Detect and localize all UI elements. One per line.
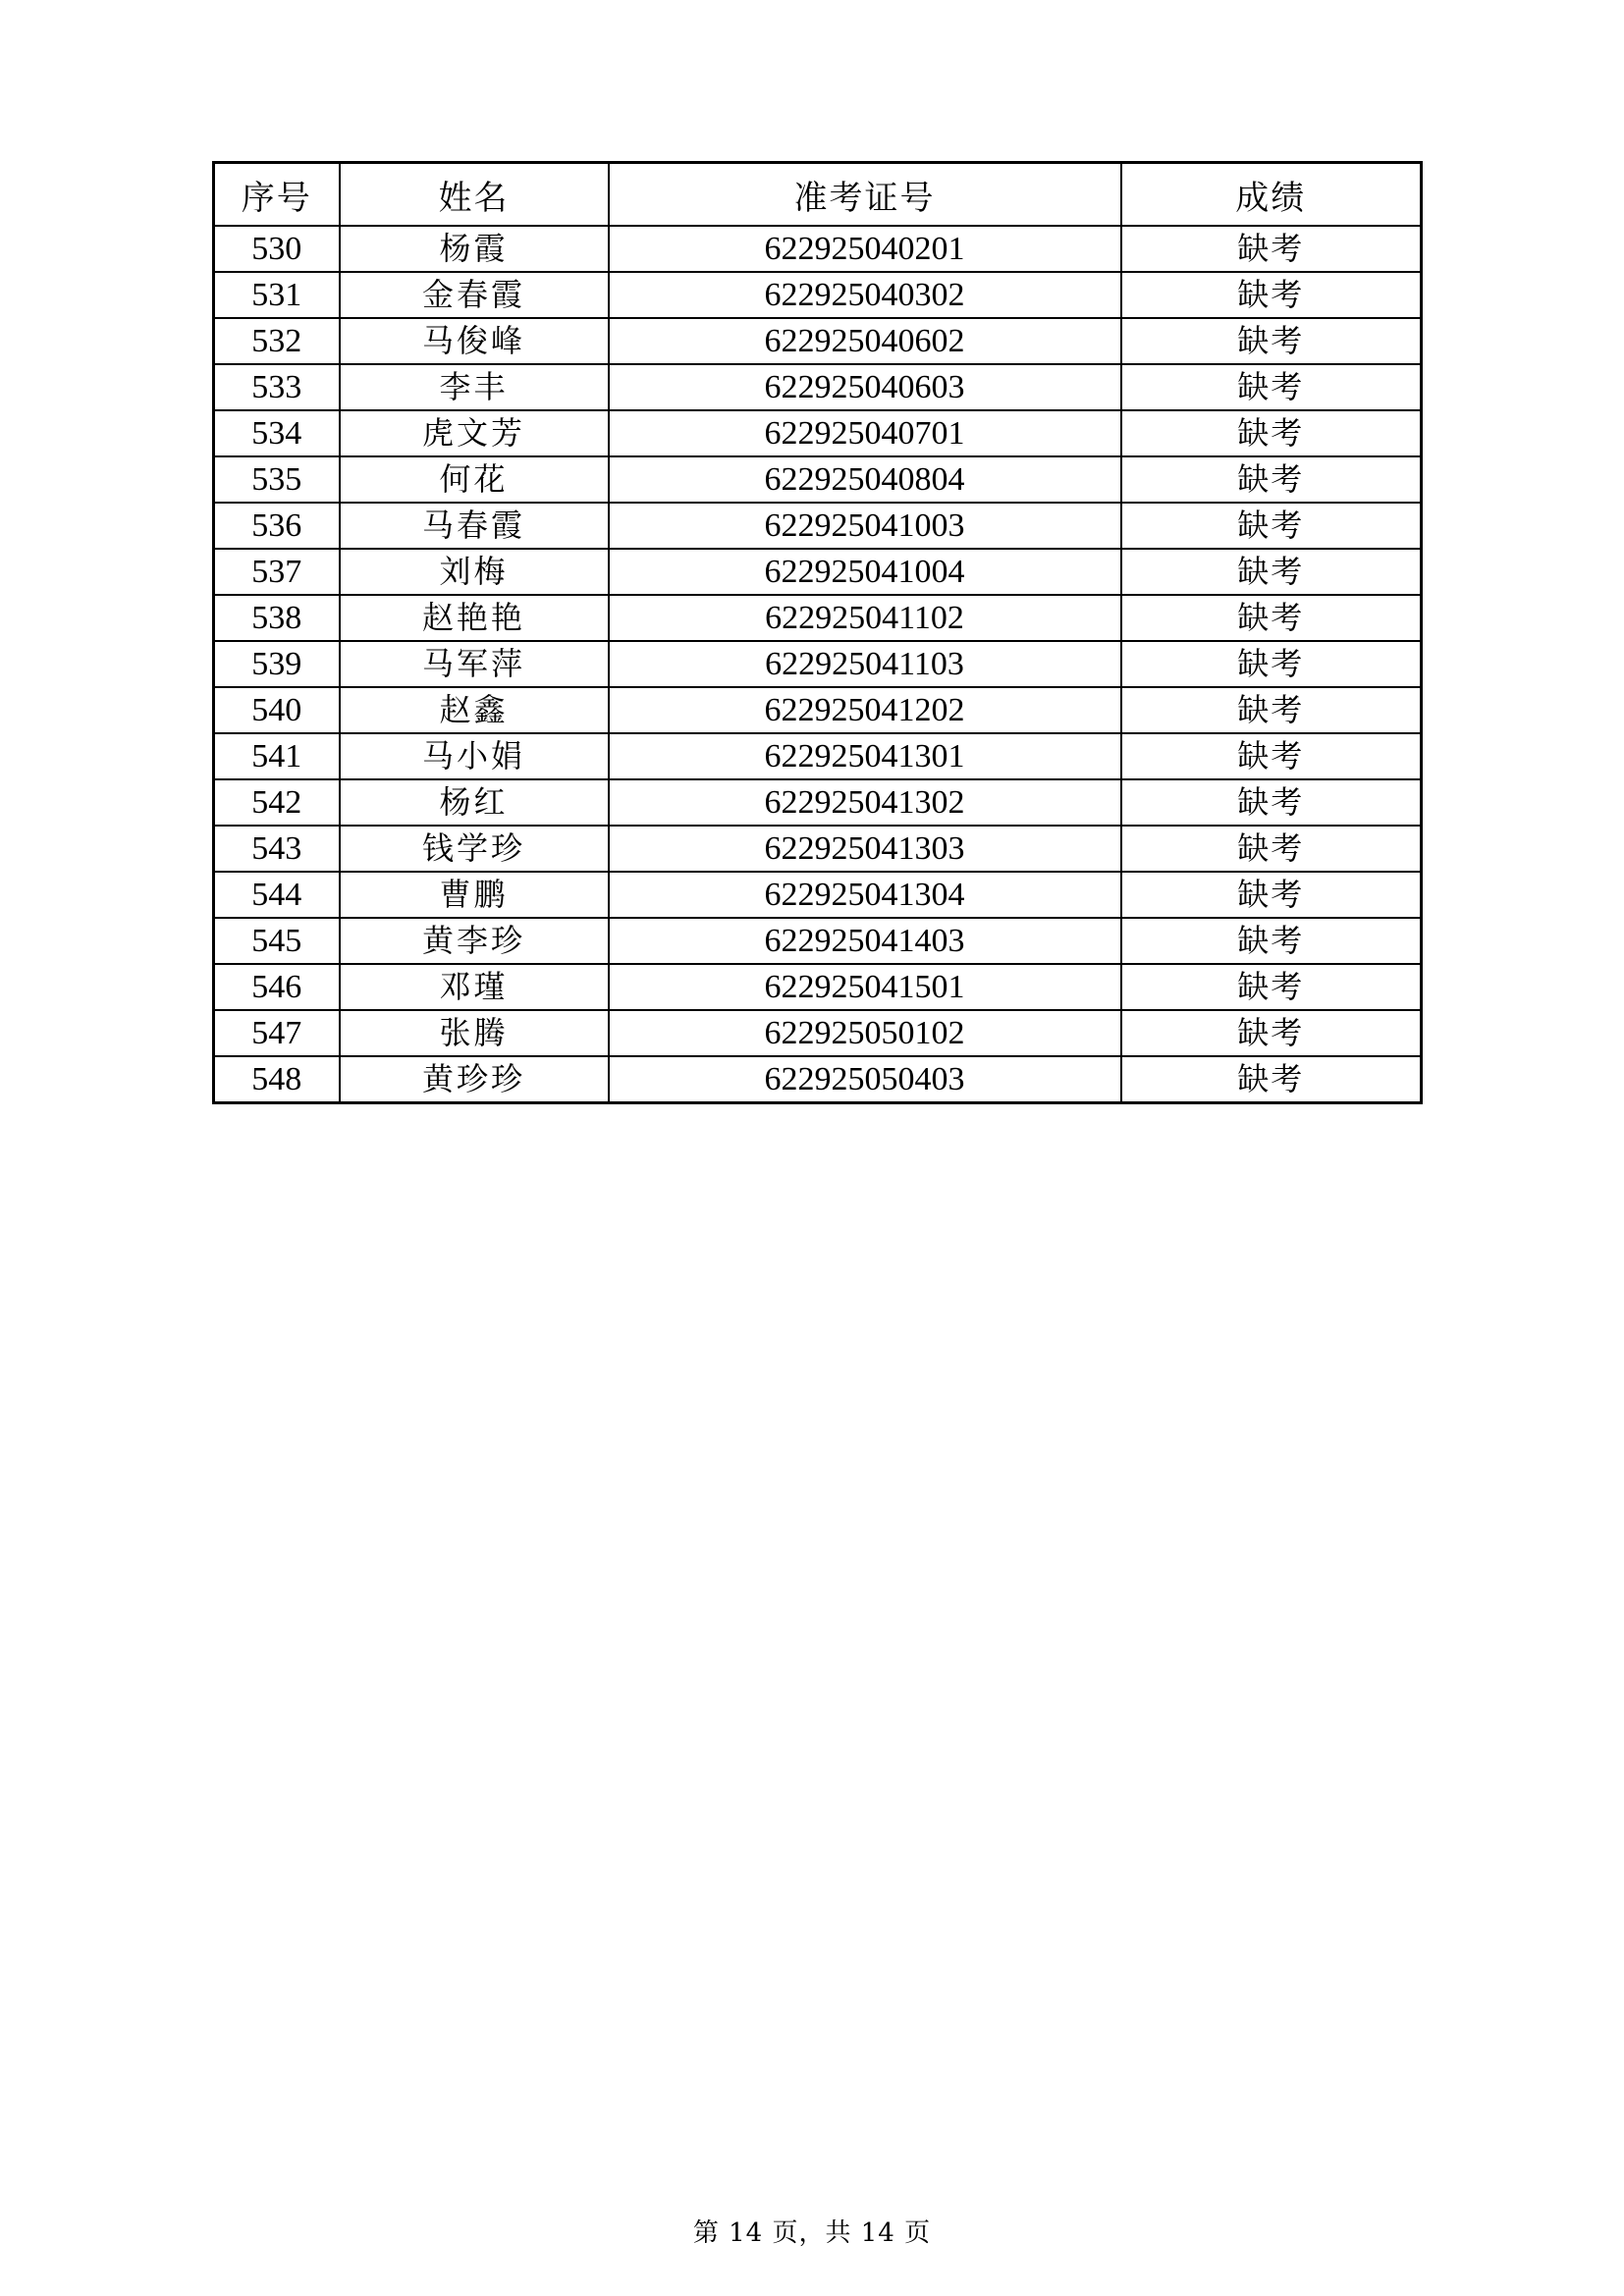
cell-seq: 533 xyxy=(214,364,340,410)
cell-name: 马春霞 xyxy=(340,503,609,549)
cell-score: 缺考 xyxy=(1121,410,1422,456)
cell-score: 缺考 xyxy=(1121,595,1422,641)
cell-name: 邓瑾 xyxy=(340,964,609,1010)
cell-seq: 539 xyxy=(214,641,340,687)
cell-seq: 547 xyxy=(214,1010,340,1056)
page-number-footer: 第 14 页，共 14 页 xyxy=(692,2218,932,2248)
table-row xyxy=(214,364,1422,410)
cell-exam-id: 622925050102 xyxy=(609,1010,1121,1056)
cell-exam-id: 622925041003 xyxy=(609,503,1121,549)
cell-name: 黄珍珍 xyxy=(340,1056,609,1103)
cell-seq: 548 xyxy=(214,1056,340,1103)
cell-exam-id: 622925041202 xyxy=(609,687,1121,733)
cell-exam-id: 622925040602 xyxy=(609,318,1121,364)
cell-exam-id: 622925041103 xyxy=(609,641,1121,687)
header-seq: 序号 xyxy=(214,163,340,227)
table-row xyxy=(214,964,1422,1010)
cell-exam-id: 622925040701 xyxy=(609,410,1121,456)
cell-exam-id: 622925040201 xyxy=(609,226,1121,272)
header-row xyxy=(214,163,1422,227)
cell-name: 马俊峰 xyxy=(340,318,609,364)
cell-name: 何花 xyxy=(340,456,609,503)
cell-seq: 540 xyxy=(214,687,340,733)
cell-name: 杨红 xyxy=(340,779,609,826)
cell-seq: 534 xyxy=(214,410,340,456)
cell-exam-id: 622925041302 xyxy=(609,779,1121,826)
cell-exam-id: 622925041403 xyxy=(609,918,1121,964)
cell-score: 缺考 xyxy=(1121,733,1422,779)
cell-seq: 545 xyxy=(214,918,340,964)
table-row xyxy=(214,595,1422,641)
cell-score: 缺考 xyxy=(1121,641,1422,687)
cell-score: 缺考 xyxy=(1121,318,1422,364)
table-body xyxy=(214,226,1422,1103)
cell-score: 缺考 xyxy=(1121,964,1422,1010)
cell-score: 缺考 xyxy=(1121,456,1422,503)
table-row xyxy=(214,226,1422,272)
cell-score: 缺考 xyxy=(1121,1010,1422,1056)
cell-name: 赵艳艳 xyxy=(340,595,609,641)
cell-score: 缺考 xyxy=(1121,503,1422,549)
header-score: 成绩 xyxy=(1121,163,1422,227)
table-row xyxy=(214,872,1422,918)
cell-exam-id: 622925041004 xyxy=(609,549,1121,595)
cell-seq: 531 xyxy=(214,272,340,318)
cell-score: 缺考 xyxy=(1121,872,1422,918)
cell-seq: 544 xyxy=(214,872,340,918)
table-row xyxy=(214,779,1422,826)
cell-exam-id: 622925041303 xyxy=(609,826,1121,872)
cell-seq: 530 xyxy=(214,226,340,272)
table-row xyxy=(214,272,1422,318)
cell-name: 张腾 xyxy=(340,1010,609,1056)
cell-seq: 541 xyxy=(214,733,340,779)
table-row xyxy=(214,456,1422,503)
cell-name: 杨霞 xyxy=(340,226,609,272)
cell-exam-id: 622925041102 xyxy=(609,595,1121,641)
cell-exam-id: 622925041304 xyxy=(609,872,1121,918)
table-row xyxy=(214,1056,1422,1103)
table-row xyxy=(214,733,1422,779)
table-row xyxy=(214,918,1422,964)
cell-exam-id: 622925041501 xyxy=(609,964,1121,1010)
cell-name: 金春霞 xyxy=(340,272,609,318)
cell-score: 缺考 xyxy=(1121,364,1422,410)
cell-exam-id: 622925040804 xyxy=(609,456,1121,503)
cell-name: 虎文芳 xyxy=(340,410,609,456)
table-row xyxy=(214,318,1422,364)
cell-name: 曹鹏 xyxy=(340,872,609,918)
cell-seq: 536 xyxy=(214,503,340,549)
cell-score: 缺考 xyxy=(1121,272,1422,318)
cell-exam-id: 622925040302 xyxy=(609,272,1121,318)
table-row xyxy=(214,503,1422,549)
cell-exam-id: 622925040603 xyxy=(609,364,1121,410)
table-row xyxy=(214,826,1422,872)
cell-score: 缺考 xyxy=(1121,549,1422,595)
cell-score: 缺考 xyxy=(1121,687,1422,733)
cell-seq: 546 xyxy=(214,964,340,1010)
table-row xyxy=(214,549,1422,595)
cell-exam-id: 622925050403 xyxy=(609,1056,1121,1103)
cell-seq: 535 xyxy=(214,456,340,503)
cell-seq: 538 xyxy=(214,595,340,641)
cell-score: 缺考 xyxy=(1121,918,1422,964)
cell-name: 李丰 xyxy=(340,364,609,410)
table-row xyxy=(214,687,1422,733)
cell-seq: 543 xyxy=(214,826,340,872)
table-row xyxy=(214,641,1422,687)
cell-name: 黄李珍 xyxy=(340,918,609,964)
cell-score: 缺考 xyxy=(1121,779,1422,826)
exam-results-table xyxy=(212,161,1423,1104)
cell-exam-id: 622925041301 xyxy=(609,733,1121,779)
cell-seq: 542 xyxy=(214,779,340,826)
cell-score: 缺考 xyxy=(1121,226,1422,272)
table-row xyxy=(214,1010,1422,1056)
header-name: 姓名 xyxy=(340,163,609,227)
cell-name: 马小娟 xyxy=(340,733,609,779)
cell-seq: 537 xyxy=(214,549,340,595)
cell-name: 刘梅 xyxy=(340,549,609,595)
table-header xyxy=(214,163,1422,227)
cell-name: 赵鑫 xyxy=(340,687,609,733)
cell-name: 马军萍 xyxy=(340,641,609,687)
table-row xyxy=(214,410,1422,456)
cell-score: 缺考 xyxy=(1121,1056,1422,1103)
cell-name: 钱学珍 xyxy=(340,826,609,872)
cell-seq: 532 xyxy=(214,318,340,364)
cell-score: 缺考 xyxy=(1121,826,1422,872)
header-exam-id: 准考证号 xyxy=(609,163,1121,227)
